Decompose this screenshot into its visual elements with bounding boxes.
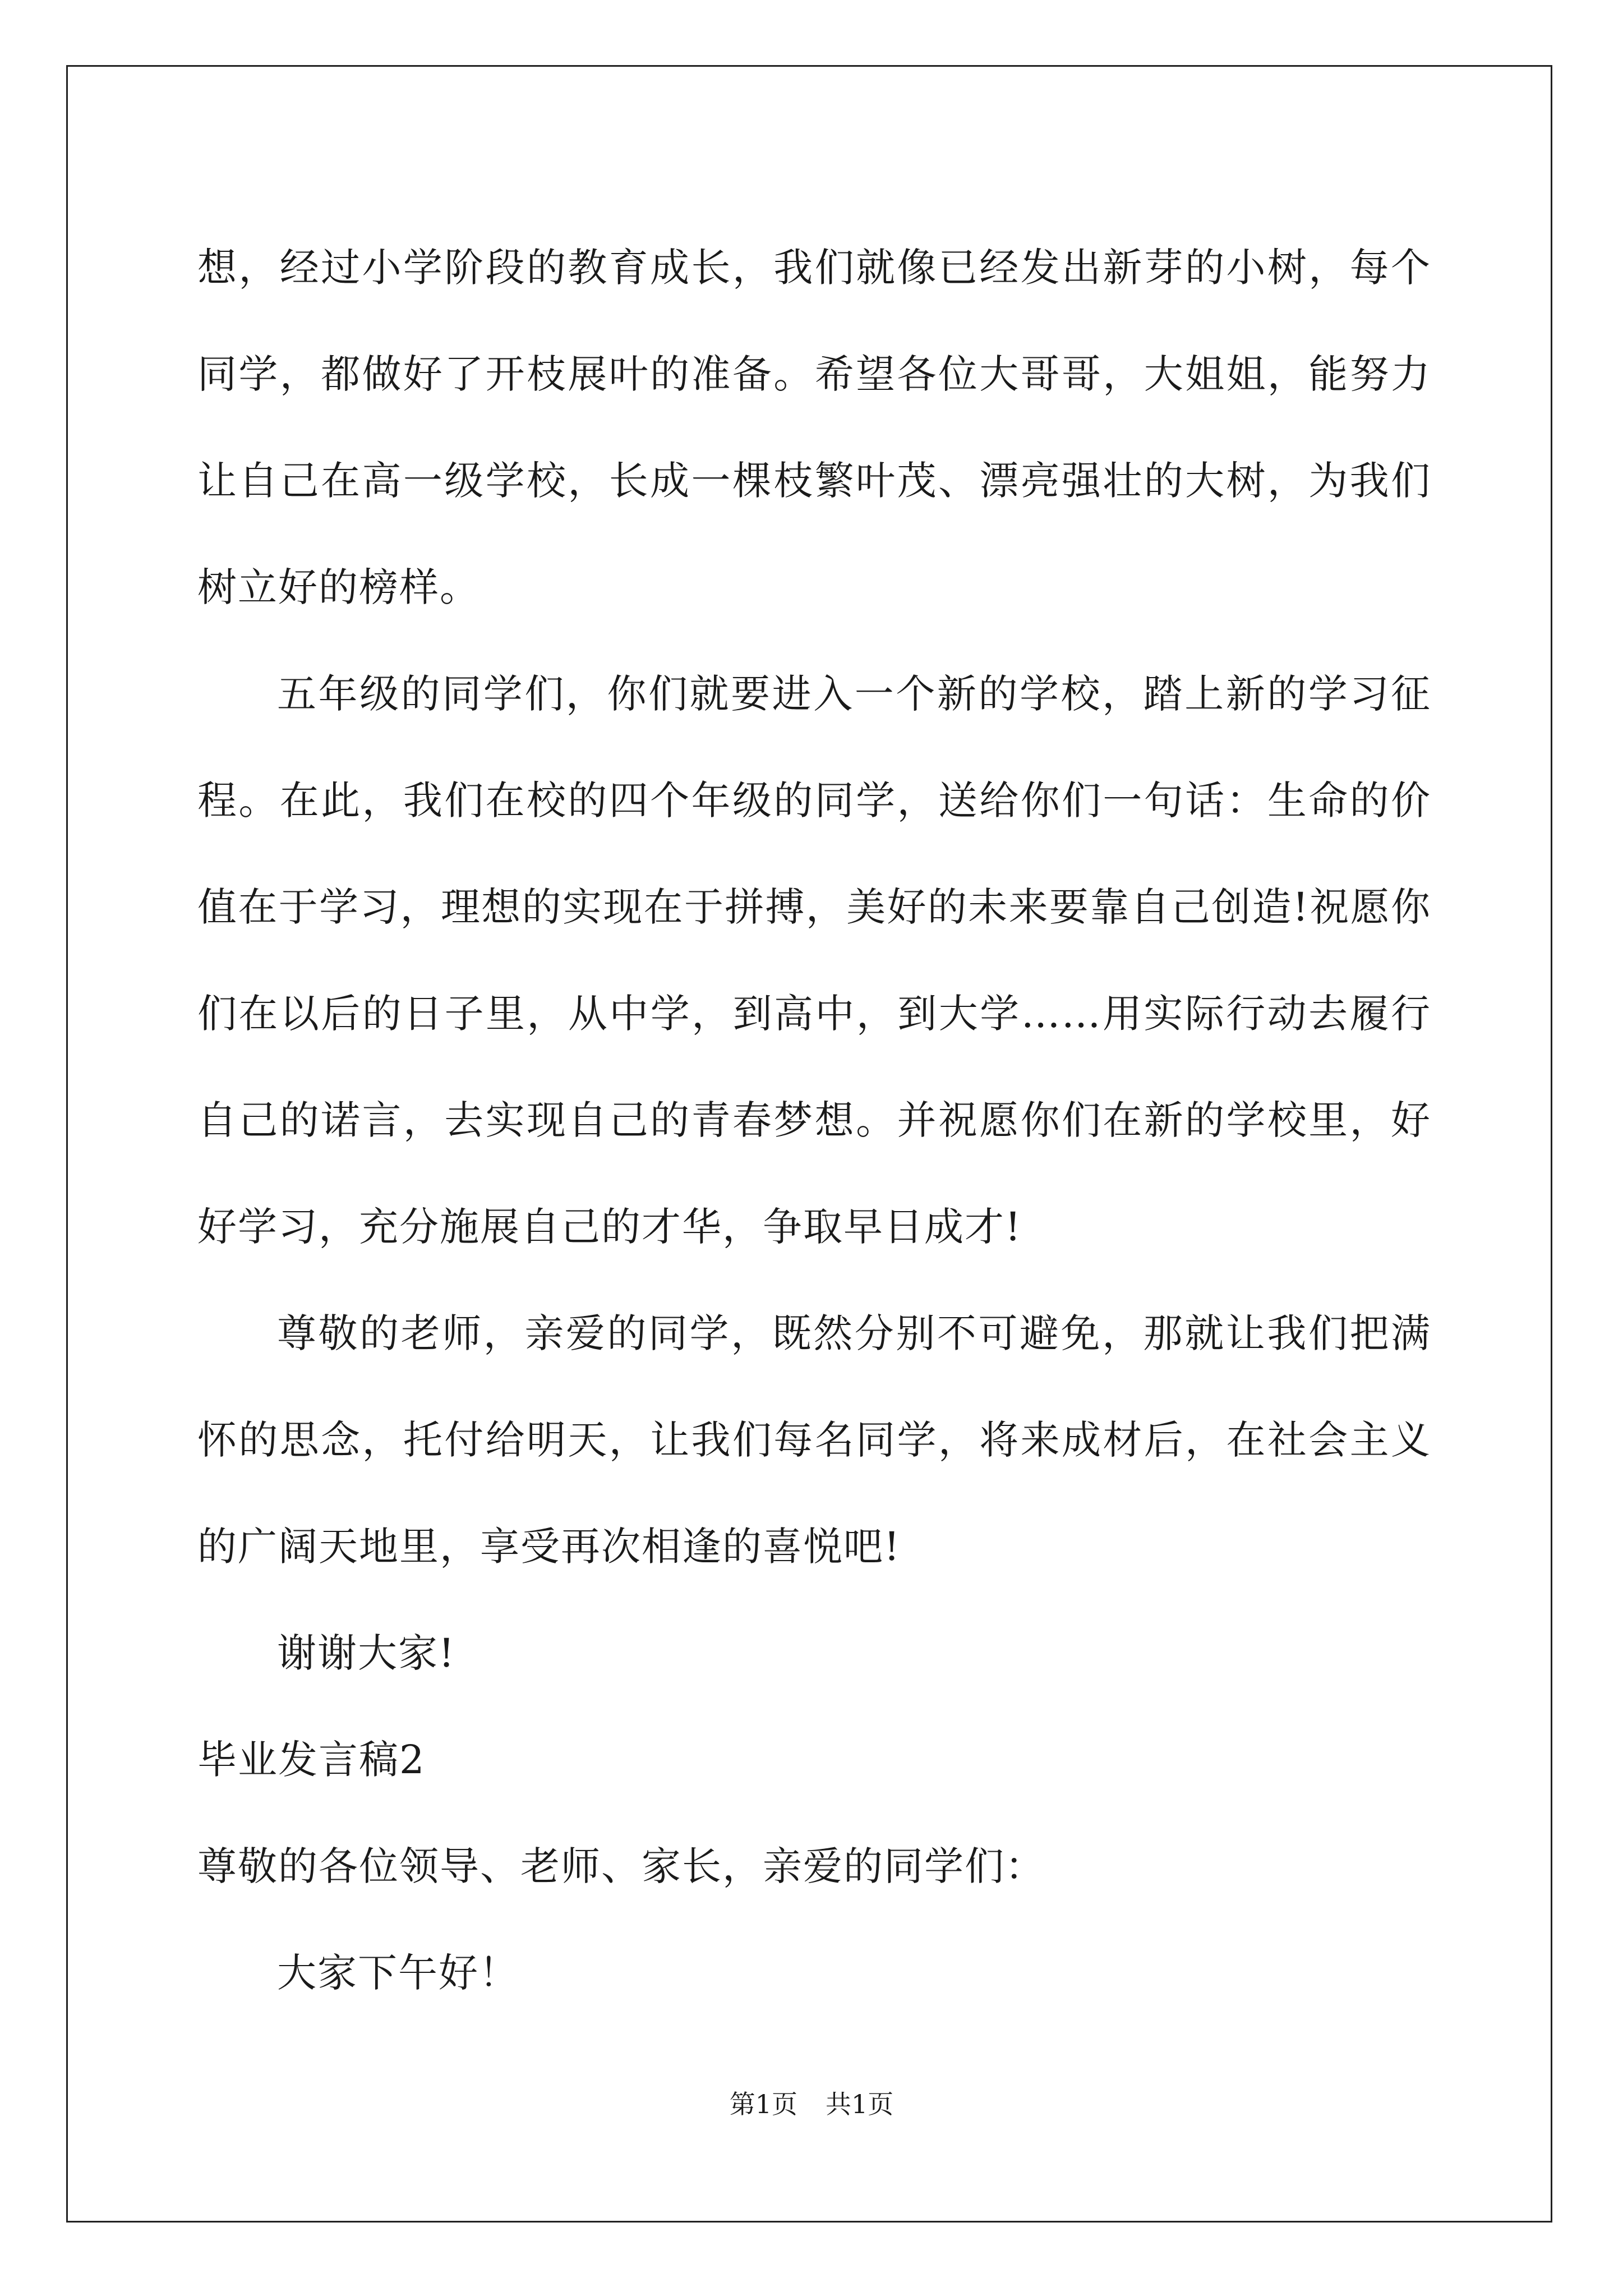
- paragraph: 五年级的同学们，你们就要进入一个新的学校，踏上新的学习征程。在此，我们在校的四个年级的同学，送给你们一句话：生命的价值在于学习，理想的实现在于拼搏，美好的未来要靠自己创造!祝愿你们在以后的日子里，从中学，到高中，到大学……用实际行动去履行自己的诺言，去实现自己的青春梦想。并祝愿你们在新的学校里，好好学习，充分施展自己的才华，争取早日成才!: [197, 671, 1431, 1250]
- salutation: 尊敬的各位领导、老师、家长，亲爱的同学们：: [197, 1843, 1045, 1889]
- page-number: 第1页: [729, 2089, 797, 2119]
- paragraph: 谢谢大家!: [277, 1630, 456, 1676]
- paragraph: 想，经过小学阶段的教育成长，我们就像已经发出新芽的小树，每个同学，都做好了开枝展叶的准备。希望各位大哥哥，大姐姐，能努力让自己在高一级学校，长成一棵枝繁叶茂、漂亮强壮的大树，为我们树立好的榜样。: [197, 245, 1431, 610]
- page-total: 共1页: [826, 2089, 894, 2119]
- section-heading: 毕业发言稿2: [197, 1737, 426, 1783]
- paragraph: 尊敬的老师，亲爱的同学，既然分别不可避免，那就让我们把满怀的思念，托付给明天，让我们每名同学，将来成材后，在社会主义的广阔天地里，享受再次相逢的喜悦吧!: [197, 1310, 1431, 1570]
- greeting: 大家下午好！: [277, 1950, 519, 1996]
- document-body: [197, 214, 1431, 2026]
- page-footer: [0, 2084, 1623, 2121]
